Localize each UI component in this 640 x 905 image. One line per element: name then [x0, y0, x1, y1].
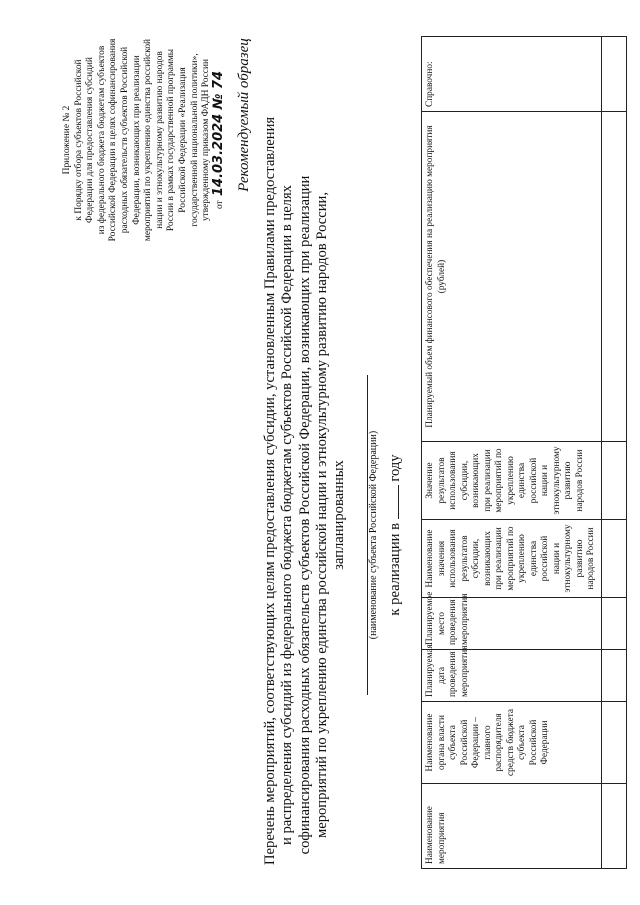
header-cell: Наименование органа власти субъекта Российской Федерации – главного распорядителя средств бюджета субъекта Российской Федерации: [422, 702, 602, 784]
events-table: [421, 36, 627, 869]
table-cell: [601, 520, 626, 598]
header-cell: Значение результатов использования субсидии, возникающих при реализации мероприятий по укреплению единства российской нации и этнокультурному развитию народов России: [422, 442, 602, 520]
table-cell: [601, 112, 626, 442]
appendix-line: к Порядку отбора субъектов Российской: [73, 59, 84, 221]
appendix-line: Российской Федерации в целях софинансирования: [108, 38, 119, 242]
table-header-row: [422, 37, 602, 869]
header-cell: Наименование значения использования результатов субсидии, возникающих при реализации мероприятий по укреплению единства российской нации и этнокультурному развитию народов России: [422, 520, 602, 598]
table-cell: [601, 37, 626, 112]
table-cell: [601, 598, 626, 650]
sample-label: Рекомендуемый образец: [236, 38, 252, 192]
table-cell: [601, 650, 626, 702]
header-cell: Планируемый объем финансового обеспечения на реализацию мероприятия (рублей): [422, 112, 602, 442]
title-line: Перечень мероприятий, соответствующих целям предоставления субсидии, установленным Правилами предоставления: [262, 116, 278, 865]
header-cell: Справочно:: [422, 37, 602, 112]
subject-caption: (наименование субъекта Российской Федерации): [368, 430, 379, 640]
document-title: [262, 116, 348, 865]
year-line: [385, 365, 404, 705]
appendix-line: государственной национальной политики»,: [189, 53, 200, 227]
table-row: [601, 37, 626, 869]
title-line: мероприятий по укреплению единства российской нации и этнокультурному развитию народов России,: [313, 192, 330, 838]
appendix-line: Федерации для предоставления субсидий: [85, 57, 96, 223]
year-suffix: году: [387, 454, 403, 482]
table-cell: [601, 442, 626, 520]
header-cell: Планируемое место проведения мероприятия: [422, 598, 602, 650]
appendix-line: из федерального бюджета бюджетам субъектов: [96, 45, 107, 235]
appendix-line: России в рамках государственной программы: [166, 48, 177, 232]
year-prefix: к реализации в: [387, 522, 403, 616]
header-cell: Наименование мероприятия: [422, 784, 602, 869]
appendix-line: Федерации, возникающих при реализации: [131, 55, 142, 225]
handwritten-order-number: 14.03.2024 № 74: [210, 70, 226, 197]
appendix-line: Российской Федерации «Реализация: [177, 67, 188, 213]
title-line: и распределения субсидий из федерального бюджета бюджетам субъектов Российской Федерации в целях: [279, 185, 296, 845]
table-cell: [601, 702, 626, 784]
appendix-line: нации и этнокультурному развитию народов: [154, 51, 165, 229]
order-prefix: от: [214, 200, 225, 210]
title-line: софинансирования расходных обязательств субъектов Российской Федерации, возникающих при реализации: [296, 175, 313, 855]
appendix-line: мероприятий по укреплению единства российской: [143, 38, 154, 242]
appendix-line: Приложение № 2: [62, 105, 72, 175]
table-cell: [601, 784, 626, 869]
appendix-header: [62, 35, 226, 245]
appendix-line: утвержденному приказом ФАДН России: [201, 59, 212, 222]
year-blank: [385, 485, 399, 519]
title-line: запланированных: [331, 460, 348, 570]
header-cell: Планируемая дата проведения мероприятия: [422, 650, 602, 702]
order-reference: [210, 35, 227, 245]
appendix-line: расходных обязательств субъектов Российской: [119, 46, 130, 234]
